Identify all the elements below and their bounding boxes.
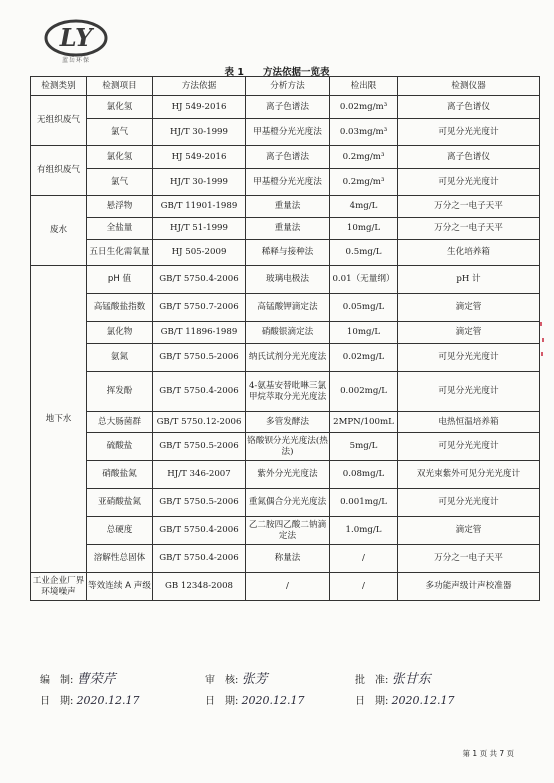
standard-cell: HJ/T 30-1999 bbox=[153, 169, 246, 196]
limit-cell: 5mg/L bbox=[330, 433, 398, 461]
instrument-cell: pH 计 bbox=[398, 266, 540, 294]
method-cell: 甲基橙分光光度法 bbox=[246, 119, 330, 146]
instrument-cell: 可见分光光度计 bbox=[398, 119, 540, 146]
method-cell: 重量法 bbox=[246, 218, 330, 240]
item-cell: 等效连续 A 声级 bbox=[87, 573, 153, 601]
date-block-3 bbox=[355, 692, 455, 707]
table-row bbox=[31, 266, 540, 294]
header-row bbox=[31, 77, 540, 96]
instrument-cell: 生化培养箱 bbox=[398, 240, 540, 266]
limit-cell: 0.2mg/m³ bbox=[330, 169, 398, 196]
limit-cell: 0.02mg/m³ bbox=[330, 96, 398, 119]
limit-cell: 2MPN/100mL bbox=[330, 412, 398, 433]
instrument-cell: 万分之一电子天平 bbox=[398, 545, 540, 573]
item-cell: 氯化氢 bbox=[87, 96, 153, 119]
method-cell: 乙二胺四乙酸二钠滴定法 bbox=[246, 517, 330, 545]
header-item: 检测项目 bbox=[87, 77, 153, 96]
limit-cell: 0.2mg/m³ bbox=[330, 146, 398, 169]
category-cell: 无组织废气 bbox=[31, 96, 87, 146]
table-row bbox=[31, 146, 540, 169]
limit-cell: 10mg/L bbox=[330, 322, 398, 344]
instrument-cell: 滴定管 bbox=[398, 294, 540, 322]
standard-cell: HJ 549-2016 bbox=[153, 146, 246, 169]
limit-cell: 0.002mg/L bbox=[330, 372, 398, 412]
item-cell: 总大肠菌群 bbox=[87, 412, 153, 433]
limit-cell: 0.001mg/L bbox=[330, 489, 398, 517]
limit-cell: 0.05mg/L bbox=[330, 294, 398, 322]
category-cell: 有组织废气 bbox=[31, 146, 87, 196]
table-row bbox=[31, 322, 540, 344]
table-row bbox=[31, 344, 540, 372]
standard-cell: GB/T 5750.5-2006 bbox=[153, 344, 246, 372]
item-cell: 氯化氢 bbox=[87, 146, 153, 169]
company-name: 蓝岳环保 bbox=[61, 57, 90, 64]
method-cell: 甲基橙分光光度法 bbox=[246, 169, 330, 196]
item-cell: 氯化物 bbox=[87, 322, 153, 344]
item-cell: 全盐量 bbox=[87, 218, 153, 240]
standard-cell: GB/T 5750.4-2006 bbox=[153, 372, 246, 412]
date-label: 日 期: bbox=[40, 696, 74, 707]
compile-signature: 曹荣芹 bbox=[76, 672, 116, 687]
approve-signature: 张甘东 bbox=[391, 672, 431, 687]
table-row bbox=[31, 119, 540, 146]
method-cell: 纳氏试剂分光光度法 bbox=[246, 344, 330, 372]
date-value: 2020.12.17 bbox=[241, 694, 305, 707]
method-cell: 4-氨基安替吡啉三氯甲烷萃取分光光度法 bbox=[246, 372, 330, 412]
item-cell: 氯气 bbox=[87, 169, 153, 196]
method-cell: 紫外分光光度法 bbox=[246, 461, 330, 489]
method-cell: 玻璃电极法 bbox=[246, 266, 330, 294]
item-cell: 高锰酸盐指数 bbox=[87, 294, 153, 322]
table-row bbox=[31, 489, 540, 517]
method-cell: 稀释与接种法 bbox=[246, 240, 330, 266]
limit-cell: 1.0mg/L bbox=[330, 517, 398, 545]
standard-cell: GB/T 11901-1989 bbox=[153, 196, 246, 218]
stamp-edge-mark bbox=[540, 322, 542, 326]
header-limit: 检出限 bbox=[330, 77, 398, 96]
compile-block bbox=[40, 668, 116, 687]
header-instrument: 检测仪器 bbox=[398, 77, 540, 96]
method-cell: 铬酸钡分光光度法(热法) bbox=[246, 433, 330, 461]
standard-cell: GB/T 5750.4-2006 bbox=[153, 545, 246, 573]
standard-cell: HJ/T 30-1999 bbox=[153, 119, 246, 146]
review-label: 审 核: bbox=[205, 675, 239, 686]
method-cell: 离子色谱法 bbox=[246, 146, 330, 169]
standard-cell: HJ 505-2009 bbox=[153, 240, 246, 266]
item-cell: 氨氮 bbox=[87, 344, 153, 372]
date-block-1 bbox=[40, 692, 140, 707]
header-method: 分析方法 bbox=[246, 77, 330, 96]
instrument-cell: 多功能声级计声校准器 bbox=[398, 573, 540, 601]
method-cell: / bbox=[246, 573, 330, 601]
table-row bbox=[31, 573, 540, 601]
header-category: 检测类别 bbox=[31, 77, 87, 96]
limit-cell: 4mg/L bbox=[330, 196, 398, 218]
method-cell: 称量法 bbox=[246, 545, 330, 573]
standard-cell: HJ/T 346-2007 bbox=[153, 461, 246, 489]
instrument-cell: 双光束紫外可见分光光度计 bbox=[398, 461, 540, 489]
method-table bbox=[30, 76, 540, 601]
item-cell: 硫酸盐 bbox=[87, 433, 153, 461]
method-cell: 高锰酸钾滴定法 bbox=[246, 294, 330, 322]
instrument-cell: 可见分光光度计 bbox=[398, 433, 540, 461]
table-row bbox=[31, 294, 540, 322]
method-cell: 重量法 bbox=[246, 196, 330, 218]
instrument-cell: 离子色谱仪 bbox=[398, 96, 540, 119]
limit-cell: / bbox=[330, 573, 398, 601]
table-row bbox=[31, 240, 540, 266]
table-row bbox=[31, 545, 540, 573]
review-signature: 张芳 bbox=[241, 672, 268, 687]
date-block-2 bbox=[205, 692, 305, 707]
item-cell: 溶解性总固体 bbox=[87, 545, 153, 573]
table-row bbox=[31, 169, 540, 196]
standard-cell: GB/T 5750.4-2006 bbox=[153, 266, 246, 294]
item-cell: 挥发酚 bbox=[87, 372, 153, 412]
table-row bbox=[31, 218, 540, 240]
limit-cell: 0.01（无量纲） bbox=[330, 266, 398, 294]
approve-label: 批 准: bbox=[355, 675, 389, 686]
standard-cell: GB 12348-2008 bbox=[153, 573, 246, 601]
instrument-cell: 滴定管 bbox=[398, 517, 540, 545]
table-row bbox=[31, 196, 540, 218]
instrument-cell: 电热恒温培养箱 bbox=[398, 412, 540, 433]
method-cell: 重氮偶合分光光度法 bbox=[246, 489, 330, 517]
instrument-cell: 可见分光光度计 bbox=[398, 169, 540, 196]
review-block bbox=[205, 668, 268, 687]
category-cell: 废水 bbox=[31, 196, 87, 266]
date-value: 2020.12.17 bbox=[391, 694, 455, 707]
date-value: 2020.12.17 bbox=[76, 694, 140, 707]
table-caption: 表 1 方法依据一览表 bbox=[224, 67, 330, 78]
header-standard: 方法依据 bbox=[153, 77, 246, 96]
instrument-cell: 万分之一电子天平 bbox=[398, 218, 540, 240]
standard-cell: GB/T 5750.7-2006 bbox=[153, 294, 246, 322]
standard-cell: GB/T 11896-1989 bbox=[153, 322, 246, 344]
standard-cell: GB/T 5750.12-2006 bbox=[153, 412, 246, 433]
standard-cell: HJ/T 51-1999 bbox=[153, 218, 246, 240]
limit-cell: 10mg/L bbox=[330, 218, 398, 240]
standard-cell: GB/T 5750.5-2006 bbox=[153, 489, 246, 517]
table-row bbox=[31, 433, 540, 461]
date-label: 日 期: bbox=[205, 696, 239, 707]
item-cell: 总硬度 bbox=[87, 517, 153, 545]
table-row bbox=[31, 96, 540, 119]
table-row bbox=[31, 372, 540, 412]
instrument-cell: 可见分光光度计 bbox=[398, 344, 540, 372]
item-cell: 硝酸盐氮 bbox=[87, 461, 153, 489]
stamp-edge-mark bbox=[542, 338, 544, 342]
standard-cell: HJ 549-2016 bbox=[153, 96, 246, 119]
limit-cell: 0.5mg/L bbox=[330, 240, 398, 266]
limit-cell: 0.08mg/L bbox=[330, 461, 398, 489]
method-cell: 离子色谱法 bbox=[246, 96, 330, 119]
approve-block bbox=[355, 668, 431, 687]
method-cell: 硝酸银滴定法 bbox=[246, 322, 330, 344]
item-cell: 氯气 bbox=[87, 119, 153, 146]
category-cell: 地下水 bbox=[31, 266, 87, 573]
instrument-cell: 滴定管 bbox=[398, 322, 540, 344]
page-indicator: 第 1 页 共 7 页 bbox=[462, 749, 514, 758]
instrument-cell: 可见分光光度计 bbox=[398, 372, 540, 412]
instrument-cell: 离子色谱仪 bbox=[398, 146, 540, 169]
method-cell: 多管发酵法 bbox=[246, 412, 330, 433]
table-row bbox=[31, 517, 540, 545]
svg-text:LY: LY bbox=[59, 23, 93, 52]
standard-cell: GB/T 5750.5-2006 bbox=[153, 433, 246, 461]
table-row bbox=[31, 461, 540, 489]
instrument-cell: 万分之一电子天平 bbox=[398, 196, 540, 218]
date-label: 日 期: bbox=[355, 696, 389, 707]
stamp-edge-mark bbox=[541, 352, 543, 356]
item-cell: 悬浮物 bbox=[87, 196, 153, 218]
compile-label: 编 制: bbox=[40, 675, 74, 686]
item-cell: 亚硝酸盐氮 bbox=[87, 489, 153, 517]
category-cell: 工业企业厂界环境噪声 bbox=[31, 573, 87, 601]
limit-cell: 0.02mg/L bbox=[330, 344, 398, 372]
limit-cell: 0.03mg/m³ bbox=[330, 119, 398, 146]
table-row bbox=[31, 412, 540, 433]
item-cell: 五日生化需氧量 bbox=[87, 240, 153, 266]
instrument-cell: 可见分光光度计 bbox=[398, 489, 540, 517]
standard-cell: GB/T 5750.4-2006 bbox=[153, 517, 246, 545]
item-cell: pH 值 bbox=[87, 266, 153, 294]
limit-cell: / bbox=[330, 545, 398, 573]
